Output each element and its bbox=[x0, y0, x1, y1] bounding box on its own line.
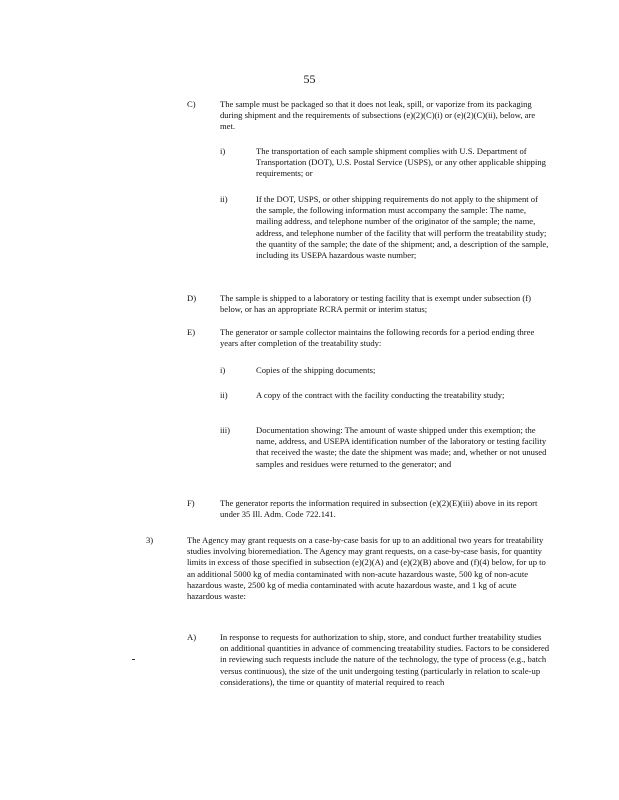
item-f-label: F) bbox=[187, 498, 195, 508]
item-3a-label: A) bbox=[187, 632, 197, 642]
item-c-label: C) bbox=[187, 99, 196, 109]
item-e-ii-label: ii) bbox=[220, 390, 228, 400]
item-c-i-label: i) bbox=[220, 146, 226, 156]
item-e-i-text: Copies of the shipping documents; bbox=[256, 365, 376, 375]
item-d-text: The sample is shipped to a laboratory or testing facility that is exempt under subsection (f) below, or has an appropriate RCRA permit or interim status; bbox=[220, 293, 531, 315]
item-e-iii-text: Documentation showing: The amount of waste shipped under this exemption; the name, address, and USEPA identification number of the laboratory or testing facility that received the waste; the date the shipment was made; and, whether or not unused samples and residues were returned to the generator; and bbox=[256, 425, 547, 469]
item-3a-text: In response to requests for authorization to ship, store, and conduct further treatability studies on additional quantities in advance of commencing treatability studies. Factors to be considered in reviewing such requests include the nature of the technology, the type of process (e.g., batch versus continuous), the size of the unit undergoing testing (particularly in relation to scale-up considerations), the time or quantity of material required to reach bbox=[220, 632, 550, 687]
page-number: 55 bbox=[303, 72, 316, 86]
item-e-i-label: i) bbox=[220, 365, 226, 375]
item-e-label: E) bbox=[187, 327, 196, 337]
stray-mark bbox=[132, 659, 135, 660]
item-e-ii-text: A copy of the contract with the facility conducting the treatability study; bbox=[256, 390, 505, 400]
item-3-label: 3) bbox=[146, 535, 154, 545]
item-c-text: The sample must be packaged so that it does not leak, spill, or vaporize from its packaging during shipment and the requirements of subsections (e)(2)(C)(i) or (e)(2)(C)(ii), below, are met. bbox=[220, 99, 536, 132]
item-d-label: D) bbox=[187, 293, 197, 303]
item-e-text: The generator or sample collector maintains the following records for a period ending three years after completion of the treatability study: bbox=[220, 327, 535, 349]
item-c-i-text: The transportation of each sample shipment complies with U.S. Department of Transportation (DOT), U.S. Postal Service (USPS), or any other applicable shipping requirements; or bbox=[256, 146, 546, 179]
item-c-ii-text: If the DOT, USPS, or other shipping requirements do not apply to the shipment of the sample, the following information must accompany the sample: The name, mailing address, and telephone number of the originator of the sample; the name, address, and telephone number of the facility that will perform the treatability study; the quantity of the sample; the date of the shipment; and, a description of the sample, including its USEPA hazardous waste number; bbox=[256, 194, 549, 261]
item-3-text: The Agency may grant requests on a case-by-case basis for up to an additional two years for treatability studies involving bioremediation. The Agency may grant requests, on a case-by-case basis, for quantity limits in excess of those specified in subsection (e)(2)(A) and (e)(2)(B) above and (f)(4) below, for up to an additional 5000 kg of media contaminated with non-acute hazardous waste, 500 kg of non-acute hazardous waste, 2500 kg of media contaminated with acute hazardous waste, and 1 kg of acute hazardous waste: bbox=[187, 535, 546, 602]
item-f-text: The generator reports the information required in subsection (e)(2)(E)(iii) above in its report under 35 Ill. Adm. Code 722.141. bbox=[220, 498, 538, 520]
item-c-ii-label: ii) bbox=[220, 194, 228, 204]
item-e-iii-label: iii) bbox=[220, 425, 231, 435]
